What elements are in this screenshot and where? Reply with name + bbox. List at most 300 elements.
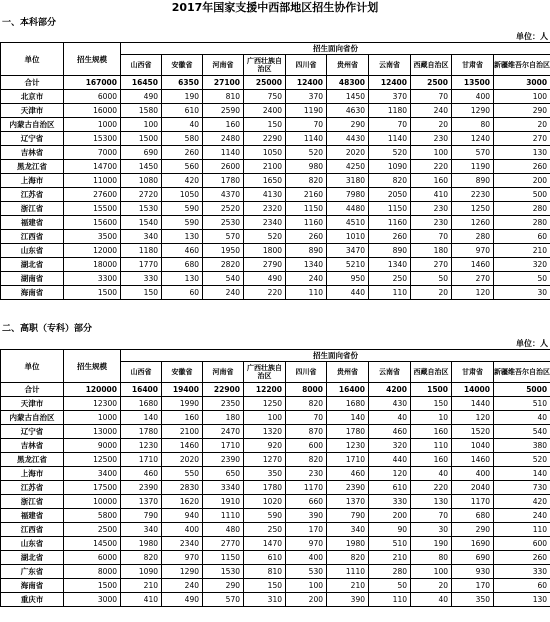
row-province-value: 30: [411, 523, 452, 537]
row-province-value: 250: [369, 272, 411, 286]
table-row: [1, 216, 550, 230]
row-province-value: 2770: [203, 537, 244, 551]
row-province-value: 100: [411, 565, 452, 579]
row-province-value: 1050: [162, 188, 203, 202]
province-column-header: 四川省: [286, 362, 327, 383]
row-province-value: 170: [286, 523, 327, 537]
province-column-header: 安徽省: [162, 362, 203, 383]
row-province-value: 6350: [162, 76, 203, 90]
row-province-value: 160: [411, 425, 452, 439]
row-province-value: 70: [369, 118, 411, 132]
row-province-value: 200: [286, 593, 327, 607]
row-quota-total: 3000: [64, 593, 121, 607]
row-province-value: 140: [327, 411, 369, 425]
row-province-value: 270: [452, 272, 494, 286]
table-row: [1, 258, 550, 272]
row-province-value: 330: [494, 565, 550, 579]
row-province-value: 400: [286, 551, 327, 565]
row-unit-name: 湖南省: [1, 272, 64, 286]
row-province-value: 3000: [494, 76, 550, 90]
row-province-value: 870: [286, 425, 327, 439]
row-province-value: 580: [162, 132, 203, 146]
table-row: [1, 467, 550, 481]
row-province-value: 100: [286, 579, 327, 593]
row-province-value: 2790: [244, 258, 286, 272]
row-province-value: 70: [286, 411, 327, 425]
row-province-value: 4630: [327, 104, 369, 118]
row-province-value: 730: [494, 481, 550, 495]
row-province-value: 1230: [121, 439, 162, 453]
row-province-value: 1270: [244, 453, 286, 467]
table-row: [1, 146, 550, 160]
row-province-value: 1340: [369, 258, 411, 272]
row-province-value: 820: [327, 551, 369, 565]
row-province-value: 2720: [121, 188, 162, 202]
row-province-value: 370: [369, 90, 411, 104]
row-province-value: 540: [494, 425, 550, 439]
row-province-value: 1320: [244, 425, 286, 439]
row-province-value: 810: [244, 565, 286, 579]
row-province-value: 2160: [286, 188, 327, 202]
row-province-value: 160: [411, 174, 452, 188]
row-quota-total: 10000: [64, 495, 121, 509]
unit-label-undergraduate: 单位：人: [516, 32, 548, 41]
row-province-value: 1680: [121, 397, 162, 411]
row-quota-total: 17500: [64, 481, 121, 495]
row-province-value: 210: [369, 551, 411, 565]
row-province-value: 130: [162, 272, 203, 286]
row-province-value: 1150: [203, 551, 244, 565]
row-province-value: 890: [286, 244, 327, 258]
row-province-value: 5210: [327, 258, 369, 272]
row-province-value: 1020: [244, 495, 286, 509]
row-province-value: 1250: [244, 397, 286, 411]
row-unit-name: 黑龙江省: [1, 160, 64, 174]
row-province-value: 4200: [369, 383, 411, 397]
row-quota-total: 6000: [64, 551, 121, 565]
row-province-value: 2390: [327, 481, 369, 495]
row-province-value: 440: [327, 286, 369, 300]
row-province-value: 240: [286, 272, 327, 286]
row-province-value: 2480: [203, 132, 244, 146]
row-province-value: 2400: [244, 104, 286, 118]
row-province-value: 40: [162, 118, 203, 132]
table-row: [1, 272, 550, 286]
table-row: [1, 593, 550, 607]
row-province-value: 550: [162, 467, 203, 481]
row-unit-name: 内蒙古自治区: [1, 118, 64, 132]
row-province-value: 13500: [452, 76, 494, 90]
unit-column-header: 单位: [1, 43, 64, 76]
row-province-value: 2340: [244, 216, 286, 230]
row-quota-total: 2500: [64, 523, 121, 537]
row-province-value: 2040: [452, 481, 494, 495]
table-row: [1, 579, 550, 593]
row-province-value: 1180: [121, 244, 162, 258]
row-province-value: 1710: [203, 439, 244, 453]
row-province-value: 370: [286, 90, 327, 104]
row-province-value: 310: [244, 593, 286, 607]
row-province-value: 340: [121, 523, 162, 537]
row-province-value: 3180: [327, 174, 369, 188]
row-province-value: 2600: [203, 160, 244, 174]
row-quota-total: 7000: [64, 146, 121, 160]
row-province-value: 2320: [244, 202, 286, 216]
row-province-value: 820: [121, 551, 162, 565]
row-province-value: 110: [411, 439, 452, 453]
row-unit-name: 重庆市: [1, 593, 64, 607]
row-province-value: 1450: [121, 160, 162, 174]
row-quota-total: 12000: [64, 244, 121, 258]
row-quota-total: 1500: [64, 579, 121, 593]
table-row: [1, 244, 550, 258]
row-province-value: 820: [286, 397, 327, 411]
row-province-value: 240: [203, 286, 244, 300]
row-province-value: 5000: [494, 383, 550, 397]
table-row: [1, 411, 550, 425]
row-province-value: 1290: [452, 104, 494, 118]
row-unit-name: 内蒙古自治区: [1, 411, 64, 425]
row-province-value: 600: [286, 439, 327, 453]
row-unit-name: 北京市: [1, 90, 64, 104]
row-province-value: 570: [203, 230, 244, 244]
row-province-value: 270: [494, 132, 550, 146]
row-province-value: 1240: [452, 132, 494, 146]
row-province-value: 520: [369, 146, 411, 160]
row-province-value: 50: [369, 579, 411, 593]
row-province-value: 970: [162, 551, 203, 565]
row-province-value: 120: [369, 467, 411, 481]
row-province-value: 1650: [244, 174, 286, 188]
row-unit-name: 江西省: [1, 230, 64, 244]
row-quota-total: 12500: [64, 453, 121, 467]
row-province-value: 260: [494, 551, 550, 565]
row-province-value: 70: [411, 230, 452, 244]
row-province-value: 1290: [162, 565, 203, 579]
quota-column-header: 招生规模: [64, 350, 121, 383]
row-province-value: 280: [494, 216, 550, 230]
row-province-value: 290: [494, 104, 550, 118]
row-quota-total: 14500: [64, 537, 121, 551]
province-column-header: 河南省: [203, 55, 244, 76]
row-quota-total: 1000: [64, 118, 121, 132]
row-province-value: 4480: [327, 202, 369, 216]
row-province-value: 330: [369, 495, 411, 509]
row-province-value: 230: [411, 216, 452, 230]
row-province-value: 60: [494, 579, 550, 593]
row-quota-total: 1000: [64, 411, 121, 425]
row-province-value: 130: [494, 593, 550, 607]
row-unit-name: 黑龙江省: [1, 453, 64, 467]
row-province-value: 570: [452, 146, 494, 160]
row-province-value: 280: [369, 565, 411, 579]
row-unit-name: 江苏省: [1, 481, 64, 495]
row-province-value: 4510: [327, 216, 369, 230]
row-province-value: 2470: [203, 425, 244, 439]
row-province-value: 1010: [327, 230, 369, 244]
row-province-value: 19400: [162, 383, 203, 397]
row-province-value: 1500: [121, 132, 162, 146]
row-province-value: 2500: [411, 76, 452, 90]
province-column-header: 山西省: [121, 362, 162, 383]
row-province-value: 1540: [121, 216, 162, 230]
row-province-value: 260: [369, 230, 411, 244]
row-province-value: 320: [494, 258, 550, 272]
row-quota-total: 167000: [64, 76, 121, 90]
row-province-value: 50: [494, 272, 550, 286]
row-unit-name: 福建省: [1, 216, 64, 230]
row-province-value: 27100: [203, 76, 244, 90]
row-quota-total: 9000: [64, 439, 121, 453]
row-province-value: 290: [203, 579, 244, 593]
row-province-value: 30: [494, 286, 550, 300]
row-quota-total: 12300: [64, 397, 121, 411]
row-province-value: 2530: [203, 216, 244, 230]
row-province-value: 1110: [327, 565, 369, 579]
row-unit-name: 海南省: [1, 286, 64, 300]
row-province-value: 130: [494, 146, 550, 160]
row-province-value: 980: [286, 160, 327, 174]
row-province-value: 520: [244, 230, 286, 244]
row-unit-name: 海南省: [1, 579, 64, 593]
row-province-value: 680: [452, 509, 494, 523]
row-province-value: 170: [452, 579, 494, 593]
province-column-header: 新疆维吾尔自治区: [494, 55, 550, 76]
row-province-value: 350: [452, 593, 494, 607]
row-province-value: 1180: [369, 104, 411, 118]
row-province-value: 2830: [162, 481, 203, 495]
row-province-value: 4130: [244, 188, 286, 202]
row-province-value: 1080: [121, 174, 162, 188]
row-province-value: 1190: [286, 104, 327, 118]
row-unit-name: 上海市: [1, 174, 64, 188]
row-quota-total: 13000: [64, 425, 121, 439]
table-row: [1, 453, 550, 467]
province-column-header: 山西省: [121, 55, 162, 76]
row-province-value: 14000: [452, 383, 494, 397]
row-province-value: 590: [244, 509, 286, 523]
row-unit-name: 吉林省: [1, 439, 64, 453]
row-province-value: 240: [411, 104, 452, 118]
row-province-value: 2100: [162, 425, 203, 439]
row-province-value: 180: [203, 411, 244, 425]
row-province-value: 970: [286, 537, 327, 551]
row-province-value: 540: [203, 272, 244, 286]
table-row: [1, 90, 550, 104]
row-province-value: 12400: [369, 76, 411, 90]
row-province-value: 1450: [327, 90, 369, 104]
province-column-header: 贵州省: [327, 362, 369, 383]
row-province-value: 260: [494, 160, 550, 174]
row-province-value: 1040: [452, 439, 494, 453]
row-province-value: 2230: [452, 188, 494, 202]
row-province-value: 1370: [327, 495, 369, 509]
row-province-value: 410: [411, 188, 452, 202]
row-province-value: 70: [411, 509, 452, 523]
row-province-value: 460: [327, 467, 369, 481]
row-province-value: 240: [162, 579, 203, 593]
row-province-value: 2290: [244, 132, 286, 146]
section-heading-undergraduate: 一、本科部分: [2, 18, 57, 28]
province-column-header: 新疆维吾尔自治区: [494, 362, 550, 383]
row-province-value: 1990: [162, 397, 203, 411]
row-province-value: 340: [327, 523, 369, 537]
row-province-value: 1950: [203, 244, 244, 258]
quota-column-header: 招生规模: [64, 43, 121, 76]
row-province-value: 1680: [327, 397, 369, 411]
row-province-value: 400: [452, 467, 494, 481]
province-column-header: 云南省: [369, 362, 411, 383]
row-province-value: 790: [327, 509, 369, 523]
vocational-plan-table: [0, 349, 550, 607]
row-province-value: 930: [452, 565, 494, 579]
table-row: [1, 230, 550, 244]
row-unit-name: 江苏省: [1, 188, 64, 202]
row-province-value: 260: [162, 146, 203, 160]
row-province-value: 530: [286, 565, 327, 579]
row-province-value: 120: [452, 411, 494, 425]
row-province-value: 210: [121, 579, 162, 593]
row-province-value: 1520: [452, 425, 494, 439]
row-province-value: 1460: [452, 258, 494, 272]
row-province-value: 80: [452, 118, 494, 132]
row-province-value: 480: [203, 523, 244, 537]
row-province-value: 1770: [121, 258, 162, 272]
row-province-value: 660: [286, 495, 327, 509]
row-province-value: 420: [494, 495, 550, 509]
row-province-value: 2520: [203, 202, 244, 216]
province-column-header: 贵州省: [327, 55, 369, 76]
row-province-value: 430: [369, 397, 411, 411]
row-province-value: 10: [411, 411, 452, 425]
table-row: [1, 565, 550, 579]
row-province-value: 1160: [286, 216, 327, 230]
row-province-value: 4430: [327, 132, 369, 146]
row-quota-total: 5800: [64, 509, 121, 523]
row-province-value: 2390: [121, 481, 162, 495]
row-province-value: 1500: [411, 383, 452, 397]
row-province-value: 4370: [203, 188, 244, 202]
row-province-value: 1370: [121, 495, 162, 509]
row-province-value: 1150: [369, 202, 411, 216]
row-province-value: 970: [452, 244, 494, 258]
row-quota-total: 3300: [64, 272, 121, 286]
row-province-value: 7980: [327, 188, 369, 202]
row-province-value: 220: [244, 286, 286, 300]
row-province-value: 1090: [121, 565, 162, 579]
table-row: [1, 286, 550, 300]
target-provinces-header: 招生面向省份: [121, 43, 550, 55]
row-province-value: 160: [411, 453, 452, 467]
row-province-value: 920: [244, 439, 286, 453]
row-province-value: 890: [369, 244, 411, 258]
row-province-value: 650: [203, 467, 244, 481]
row-province-value: 50: [411, 272, 452, 286]
row-province-value: 16400: [121, 383, 162, 397]
row-province-value: 1110: [203, 509, 244, 523]
unit-column-header: 单位: [1, 350, 64, 383]
header-row: [1, 43, 550, 55]
row-province-value: 490: [121, 90, 162, 104]
row-province-value: 210: [327, 579, 369, 593]
table-row: [1, 397, 550, 411]
row-province-value: 510: [494, 397, 550, 411]
row-province-value: 290: [452, 523, 494, 537]
table-row: [1, 174, 550, 188]
row-province-value: 130: [411, 495, 452, 509]
row-unit-name: 福建省: [1, 509, 64, 523]
row-province-value: 440: [369, 453, 411, 467]
row-unit-name: 辽宁省: [1, 425, 64, 439]
row-province-value: 500: [494, 188, 550, 202]
row-province-value: 510: [369, 537, 411, 551]
row-province-value: 200: [369, 509, 411, 523]
row-province-value: 320: [369, 439, 411, 453]
row-unit-name: 天津市: [1, 104, 64, 118]
row-quota-total: 8000: [64, 565, 121, 579]
province-column-header: 云南省: [369, 55, 411, 76]
undergraduate-plan-table: [0, 42, 550, 300]
row-unit-name: 吉林省: [1, 146, 64, 160]
row-province-value: 150: [411, 397, 452, 411]
row-province-value: 820: [369, 174, 411, 188]
row-province-value: 240: [494, 509, 550, 523]
row-province-value: 40: [494, 411, 550, 425]
row-unit-name: 浙江省: [1, 202, 64, 216]
row-province-value: 1140: [286, 132, 327, 146]
row-province-value: 690: [452, 551, 494, 565]
row-province-value: 1190: [452, 160, 494, 174]
row-province-value: 1460: [162, 439, 203, 453]
row-province-value: 2390: [203, 453, 244, 467]
province-column-header: 甘肃省: [452, 55, 494, 76]
target-provinces-header: 招生面向省份: [121, 350, 550, 362]
row-province-value: 1090: [369, 160, 411, 174]
row-province-value: 820: [286, 174, 327, 188]
row-province-value: 20: [411, 118, 452, 132]
province-column-header: 甘肃省: [452, 362, 494, 383]
row-province-value: 2340: [162, 537, 203, 551]
row-province-value: 1780: [203, 174, 244, 188]
row-province-value: 950: [327, 272, 369, 286]
row-province-value: 340: [121, 230, 162, 244]
row-province-value: 560: [162, 160, 203, 174]
row-quota-total: 120000: [64, 383, 121, 397]
row-province-value: 460: [369, 425, 411, 439]
row-province-value: 400: [452, 90, 494, 104]
row-province-value: 1800: [244, 244, 286, 258]
row-province-value: 570: [203, 593, 244, 607]
row-province-value: 12200: [244, 383, 286, 397]
row-province-value: 250: [244, 523, 286, 537]
row-province-value: 390: [327, 593, 369, 607]
row-province-value: 20: [494, 118, 550, 132]
row-province-value: 230: [286, 467, 327, 481]
row-province-value: 1160: [369, 216, 411, 230]
row-quota-total: 15600: [64, 216, 121, 230]
row-quota-total: 1500: [64, 286, 121, 300]
row-province-value: 12400: [286, 76, 327, 90]
row-province-value: 1780: [121, 425, 162, 439]
row-province-value: 220: [411, 481, 452, 495]
row-province-value: 40: [411, 593, 452, 607]
row-province-value: 1710: [327, 453, 369, 467]
row-quota-total: 16000: [64, 104, 121, 118]
row-province-value: 230: [411, 202, 452, 216]
row-province-value: 150: [244, 579, 286, 593]
row-province-value: 460: [162, 244, 203, 258]
row-province-value: 1460: [452, 453, 494, 467]
